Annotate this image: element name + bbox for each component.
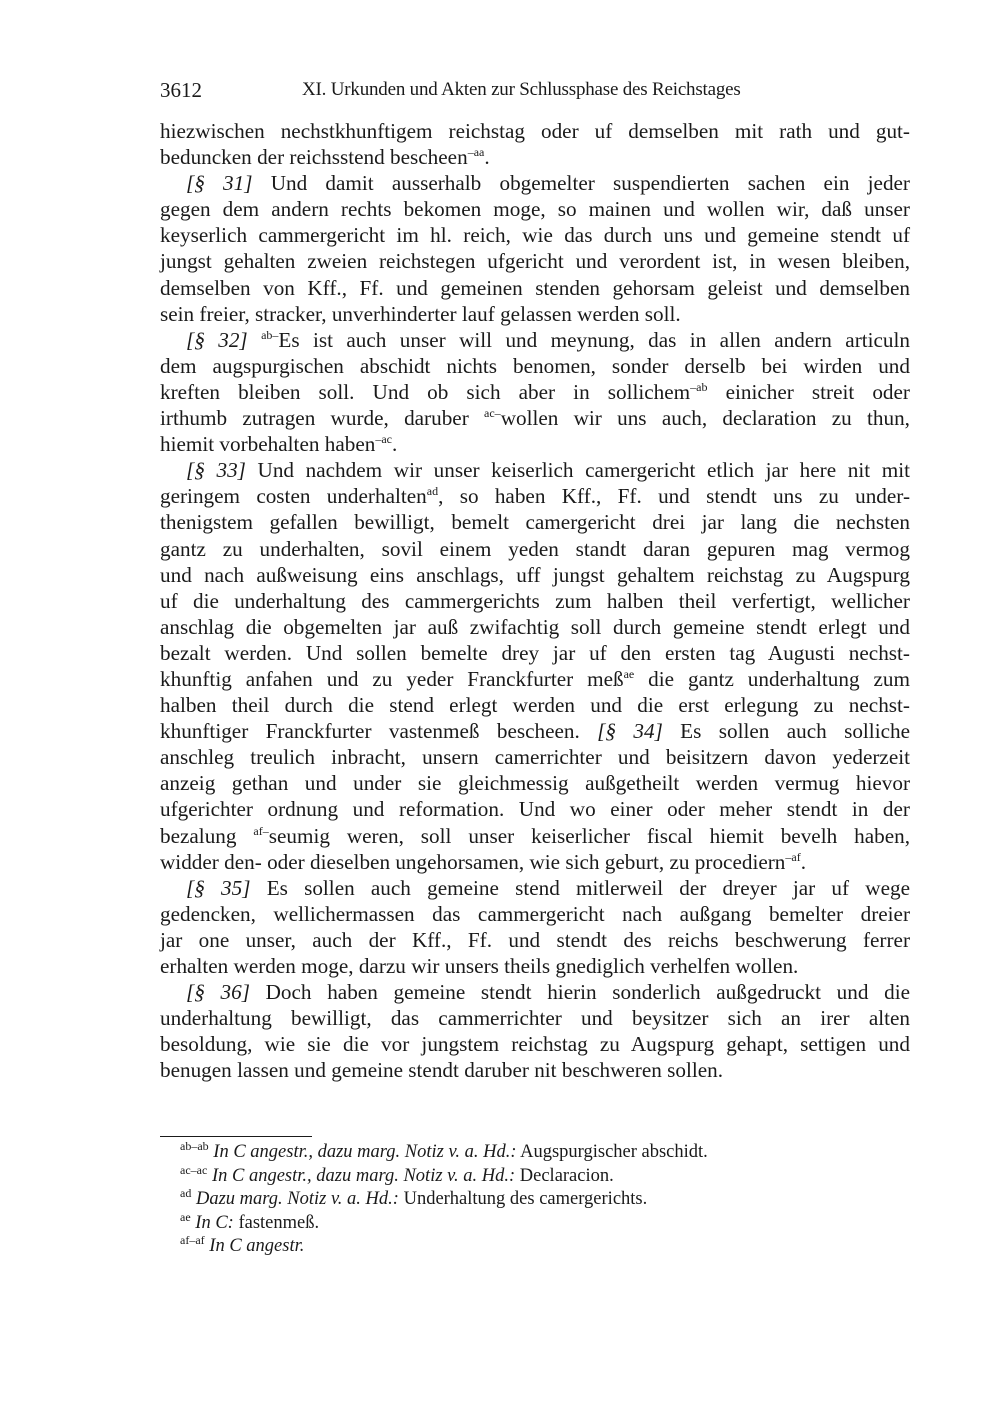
main-text xyxy=(160,118,910,1083)
footnote-mark: ac– xyxy=(484,406,501,421)
footnote-mark: af– xyxy=(253,823,269,838)
footnote-ae: $^{ae}$ In C: fastenmeß. xyxy=(180,1209,320,1233)
text-line: anzeig gethan und under sie gleichmessig außgetheilt werden vermug hievor xyxy=(160,771,910,796)
footnote-mark: –aa xyxy=(467,145,485,160)
text-line: underhaltung bewilligt, das cammerrichter und beysitzer sich an irer alten xyxy=(160,1006,910,1031)
paragraph-35 xyxy=(160,875,910,979)
text-line: keyserlich cammergericht im hl. reich, wie das durch uns und gemeine stendt uf xyxy=(160,223,910,248)
text-line: ufgerichter ordnung und reformation. Und wo einer oder meher stendt in der xyxy=(160,797,910,822)
text-line: jungst gehalten zweien reichstegen ufgericht und verordent ist, in wesen bleiben, xyxy=(160,249,910,274)
text-line: thenigstem gefallen bewilligt, bemelt camergericht drei jar lang die nechsten xyxy=(160,510,910,535)
footnote-mark: ae xyxy=(180,1209,191,1224)
text-line: hiezwischen nechstkhunftigem reichstag oder uf demselben mit rath und gut- xyxy=(160,119,910,143)
text-line: und nach außweisung eins anschlags, uff jungst gehaltem reichstag zu Augspurg xyxy=(160,562,910,587)
text-line: sein freier, stracker, unverhinderter lauf gelassen werden soll. xyxy=(160,301,681,326)
text-line: halben theil durch die stend erlegt werden und die erst erlegung zu nechst- xyxy=(160,693,910,718)
paragraph-31 xyxy=(160,170,910,327)
footnotes xyxy=(180,1141,880,1259)
footnote-mark: ab– xyxy=(261,327,279,342)
text-line: gegen dem andern rechts bekomen moge, so mainen und wollen wir, daß unser xyxy=(160,197,910,222)
section-marker: [§ 32] xyxy=(186,327,248,352)
text-line: benugen lassen und gemeine stendt daruber nit beschweren sollen. xyxy=(160,1058,724,1083)
footnote-mark: af–af xyxy=(180,1233,205,1247)
footnote-divider xyxy=(160,1136,312,1137)
text-line: kreften bleiben soll. Und ob sich aber in sollichem$^{-ab}$ einicher streit oder xyxy=(160,379,910,404)
footnote-mark: ad xyxy=(180,1186,192,1200)
section-marker: [§ 31] xyxy=(186,171,253,196)
footnote-ad: $^{ad}$ Dazu marg. Notiz v. a. Hd.: Underhaltung des camergerichts. xyxy=(180,1186,648,1209)
paragraph-36 xyxy=(160,979,910,1083)
text-line: widder den- oder dieselben ungehorsamen, wie sich geburt, zu procediern$^{-af}$. xyxy=(160,849,807,874)
footnote-mark: –af xyxy=(785,849,801,864)
text-line: irthumb zutragen wurde, daruber $^{ac-}$wollen wir uns auch, declaration zu thun, xyxy=(160,406,910,431)
text-line: jar one unser, auch der Kff., Ff. und stendt des reichs beschwerung ferrer xyxy=(160,927,910,952)
text-line: hiemit vorbehalten haben$^{-ac}$. xyxy=(160,432,398,457)
footnote-mark: ad xyxy=(426,484,439,499)
text-line: [§ 31] Und damit ausserhalb obgemelter suspendierten sachen ein jeder xyxy=(186,171,910,196)
footnote-mark: –ac xyxy=(375,432,392,447)
paragraph-32 xyxy=(160,327,910,457)
text-line: [§ 32] $^{ab-}$Es ist auch unser will und meynung, das in allen andern articuln xyxy=(186,327,910,352)
text-line: demselben von Kff., Ff. und gemeinen stenden gehorsam geleist und demselben xyxy=(160,275,910,300)
footnote-ab: $^{ab-ab}$ In C angestr., dazu marg. Notiz v. a. Hd.: Augspurgischer abschidt. xyxy=(180,1139,708,1162)
footnote-af: $^{af-af}$ In C angestr. xyxy=(180,1233,305,1256)
text-line: khunftiger Franckfurter vastenmeß bescheen. [§ 34] Es sollen auch solliche xyxy=(160,719,910,744)
page-number: 3612 xyxy=(160,78,202,102)
text-line: geringem costen underhalten$^{ad}$, so haben Kff., Ff. und stendt uns zu under- xyxy=(160,484,910,509)
text-line: erhalten werden moge, darzu wir unsers theils gnediglich verhelfen wollen. xyxy=(160,954,799,978)
text-line: [§ 33] Und nachdem wir unser keiserlich camergericht etlich jar here nit mit xyxy=(186,458,910,483)
footnote-mark: ab–ab xyxy=(180,1139,209,1153)
text-line: gedencken, wellichermassen das cammergericht nach außgang bemelter dreier xyxy=(160,901,910,926)
running-title: XI. Urkunden und Akten zur Schlussphase des Reichstages xyxy=(302,79,741,100)
text-line: uf die underhaltung des cammergerichts zum halben theil verfertigt, wellicher xyxy=(160,588,910,613)
footnote-mark: –ab xyxy=(690,379,708,394)
text-line: [§ 36] Doch haben gemeine stendt hierin sonderlich außgedruckt und die xyxy=(186,980,910,1005)
text-line: anschleg treulich inbracht, unsern camerrichter und beisitzern davon yederzeit xyxy=(160,745,910,770)
text-line: bezalt werden. Und sollen bemelte drey jar uf den ersten tag Augusti nechst- xyxy=(160,640,910,665)
page-header xyxy=(160,78,910,108)
paragraph-33 xyxy=(160,457,910,875)
footnote-mark: ae xyxy=(623,666,635,681)
text-line: khunftig anfahen und zu yeder Franckfurter meß$^{ae}$ die gantz underhaltung zum xyxy=(160,666,910,691)
footnote-mark: ac–ac xyxy=(180,1162,208,1177)
section-marker: [§ 35] xyxy=(186,875,251,900)
text-line: gantz zu underhalten, sovil einem yeden standt daran gepuren mag vermog xyxy=(160,536,910,561)
footnote-ac: $^{ac-ac}$ In C angestr., dazu marg. Notiz v. a. Hd.: Declaracion. xyxy=(180,1162,614,1186)
section-marker: [§ 34] xyxy=(597,719,663,744)
section-marker: [§ 33] xyxy=(186,458,246,483)
text-line: bezalung $^{af-}$seumig weren, soll unser keiserlicher fiscal hiemit bevelh haben, xyxy=(160,823,910,848)
text-line: besoldung, wie sie die vor jungstem reichstag zu Augspurg gehapt, settigen und xyxy=(160,1032,910,1057)
text-line: dem augspurgischen abschidt nichts benomen, sonder derselb bei wirden und xyxy=(160,353,910,378)
text-line: anschlag die obgemelten jar auß zwifachtig soll durch gemeine stendt erlegt und xyxy=(160,614,910,639)
section-marker: [§ 36] xyxy=(186,980,250,1005)
text-line: beduncken der reichsstend bescheen$^{-aa}$. xyxy=(160,145,490,170)
text-line: [§ 35] Es sollen auch gemeine stend mitlerweil der dreyer jar uf wege xyxy=(186,875,910,900)
